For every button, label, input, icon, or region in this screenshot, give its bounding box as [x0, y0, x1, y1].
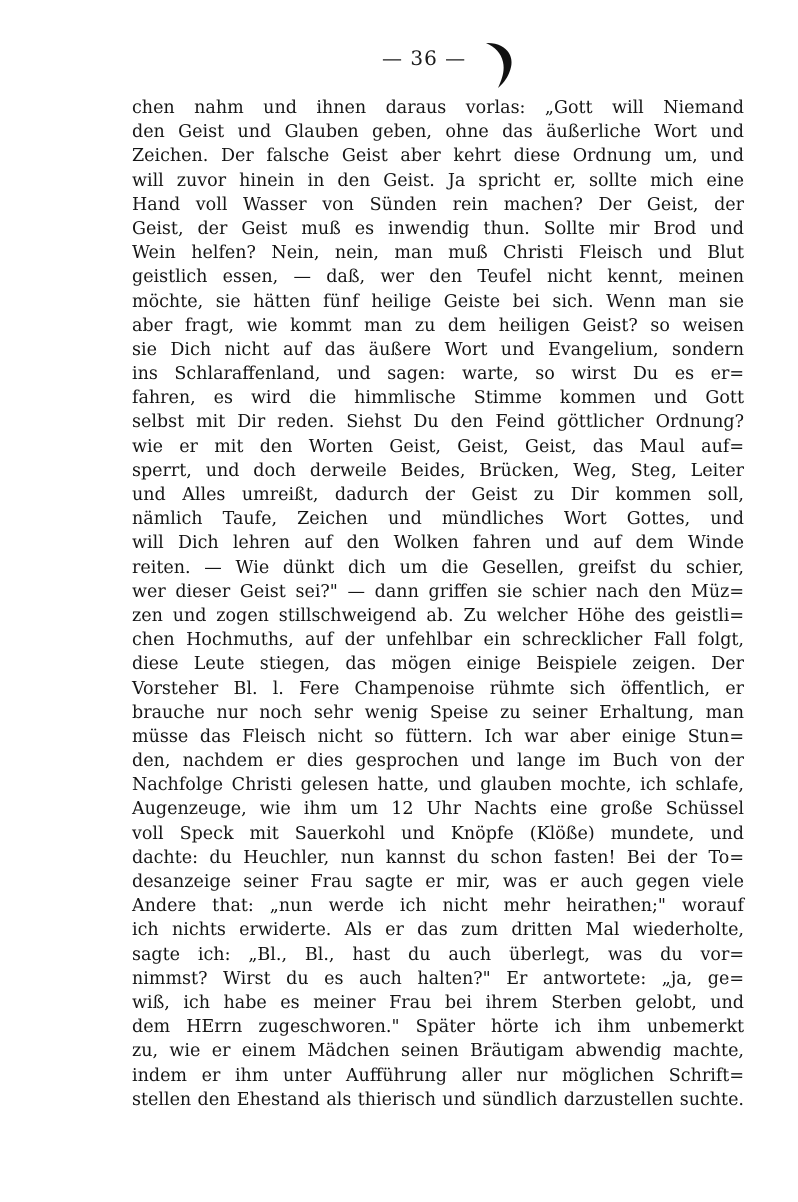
text-line: zen und zogen stillschweigend ab. Zu welcher Höhe des geistli=: [132, 605, 744, 626]
text-line: zu, wie er einem Mädchen seinen Bräutigam abwendig machte,: [132, 1041, 744, 1062]
text-line: wiß, ich habe es meiner Frau bei ihrem Sterben gelobt, und: [132, 992, 744, 1013]
text-line: diese Leute stiegen, das mögen einige Beispiele zeigen. Der: [132, 654, 744, 675]
text-line: aber fragt, wie kommt man zu dem heiligen Geist? so weisen: [132, 315, 744, 336]
text-line: Wein helfen? Nein, nein, man muß Christi Fleisch und Blut: [132, 243, 744, 264]
page-header: [0, 40, 798, 80]
text-line: ich nichts erwiderte. Als er das zum dritten Mal wiederholte,: [132, 920, 744, 941]
text-line: Vorsteher Bl. l. Fere Champenoise rühmte sich öffentlich, er: [132, 678, 744, 699]
text-line: ins Schlaraffenland, und sagen: warte, so wirst Du es er=: [132, 364, 744, 385]
text-line: chen nahm und ihnen daraus vorlas: „Gott will Niemand: [132, 98, 744, 118]
text-line: indem er ihm unter Aufführung aller nur möglichen Schrift=: [132, 1065, 744, 1086]
text-line: sie Dich nicht auf das äußere Wort und Evangelium, sondern: [132, 339, 744, 360]
text-line: dachte: du Heuchler, nun kannst du schon fasten! Bei der To=: [132, 847, 744, 868]
text-line: sagte ich: „Bl., Bl., hast du auch überlegt, was du vor=: [132, 944, 744, 965]
text-line: fahren, es wird die himmlische Stimme kommen und Gott: [132, 388, 744, 409]
ink-blot-mark: [478, 40, 522, 90]
text-line: brauche nur noch sehr wenig Speise zu seiner Erhaltung, man: [132, 702, 744, 723]
text-line: den Geist und Glauben geben, ohne das äußerliche Wort und: [132, 122, 744, 143]
text-line: Augenzeuge, wie ihm um 12 Uhr Nachts eine große Schüssel: [132, 799, 744, 820]
text-line: chen Hochmuths, auf der unfehlbar ein schrecklicher Fall folgt,: [132, 630, 744, 651]
text-line: desanzeige seiner Frau sagte er mir, was er auch gegen viele: [132, 872, 744, 892]
text-line: nimmst? Wirst du es auch halten?" Er antwortete: „ja, ge=: [132, 968, 744, 989]
text-line: will Dich lehren auf den Wolken fahren und auf dem Winde: [132, 533, 744, 554]
body-text: [132, 96, 744, 1112]
text-line: und Alles umreißt, dadurch der Geist zu Dir kommen soll,: [132, 485, 744, 505]
text-line: voll Speck mit Sauerkohl und Knöpfe (Klöße) mundete, und: [132, 823, 744, 844]
text-line: den, nachdem er dies gesprochen und lange im Buch von der: [132, 751, 744, 772]
text-line: Andere that: „nun werde ich nicht mehr heirathen;" worauf: [132, 896, 744, 917]
text-line: wie er mit den Worten Geist, Geist, Geist, das Maul auf=: [132, 436, 744, 457]
text-line: geistlich essen, — daß, wer den Teufel nicht kennt, meinen: [132, 267, 744, 288]
text-line: müsse das Fleisch nicht so füttern. Ich war aber einige Stun=: [132, 726, 744, 747]
text-line: sperrt, und doch derweile Beides, Brücken, Weg, Steg, Leiter: [132, 460, 744, 481]
text-line: möchte, sie hätten fünf heilige Geiste bei sich. Wenn man sie: [132, 291, 744, 312]
text-line: selbst mit Dir reden. Siehst Du den Feind göttlicher Ordnung?: [132, 412, 744, 433]
text-line: will zuvor hinein in den Geist. Ja spricht er, sollte mich eine: [132, 170, 744, 191]
text-line: Zeichen. Der falsche Geist aber kehrt diese Ordnung um, und: [132, 146, 744, 167]
text-line: wer dieser Geist sei?" — dann griffen sie schier nach den Müz=: [132, 581, 744, 602]
text-line: reiten. — Wie dünkt dich um die Gesellen, greifst du schier,: [132, 557, 744, 578]
page-number: — 36 —: [382, 46, 467, 70]
text-line: Geist, der Geist muß es inwendig thun. Sollte mir Brod und: [132, 218, 744, 239]
text-line: dem HErrn zugeschworen." Später hörte ich ihm unbemerkt: [132, 1017, 744, 1038]
text-line: stellen den Ehestand als thierisch und sündlich darzustellen suchte.: [132, 1089, 744, 1110]
text-line: nämlich Taufe, Zeichen und mündliches Wort Gottes, und: [132, 509, 744, 530]
text-line: Nachfolge Christi gelesen hatte, und glauben mochte, ich schlafe,: [132, 775, 744, 796]
text-line: Hand voll Wasser von Sünden rein machen? Der Geist, der: [132, 194, 744, 215]
